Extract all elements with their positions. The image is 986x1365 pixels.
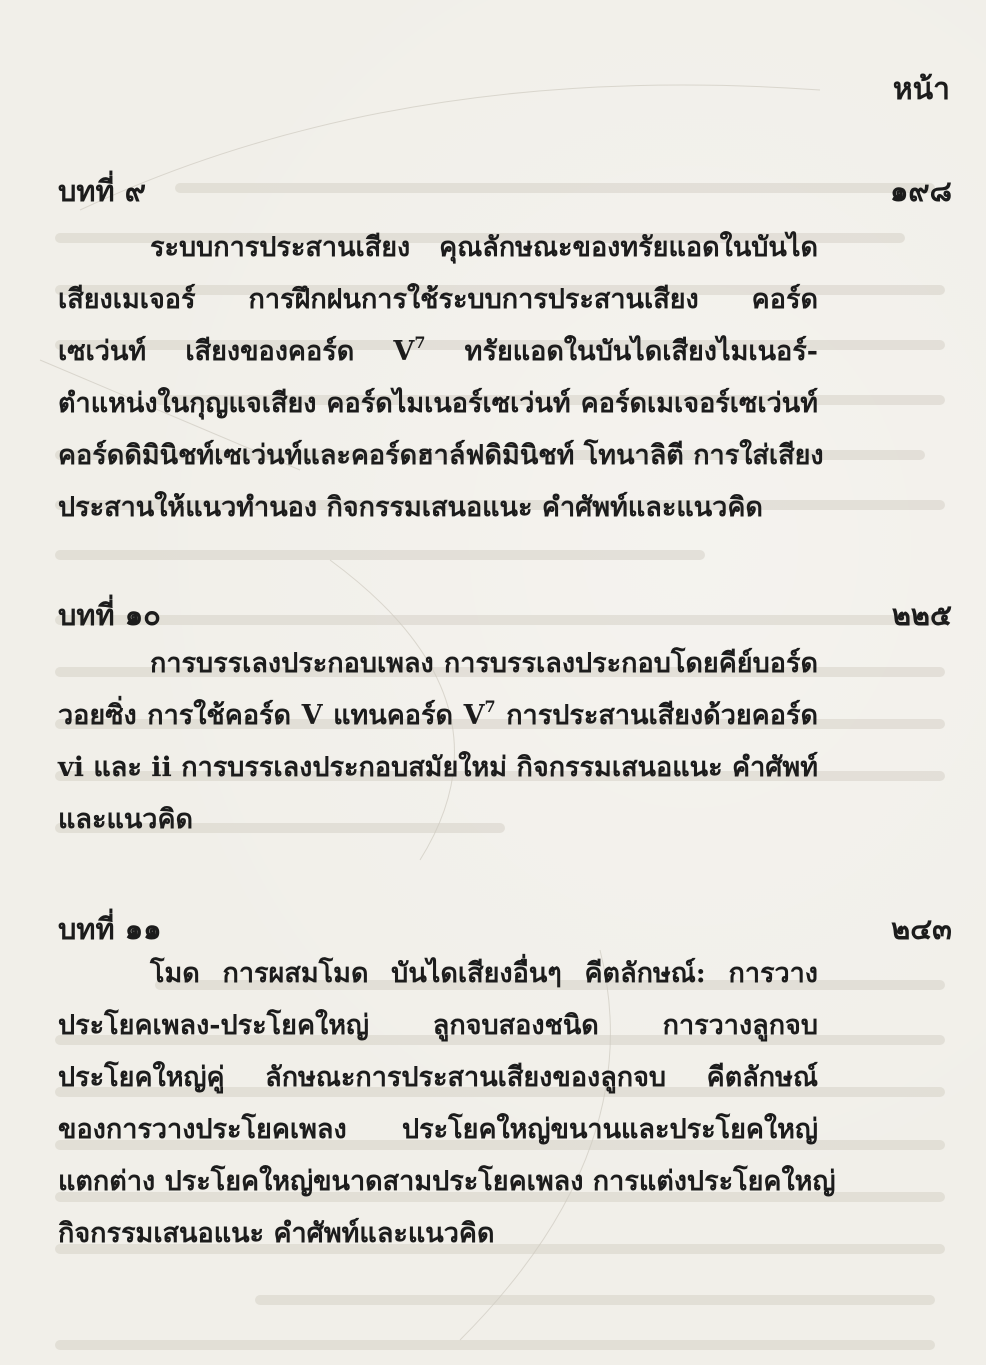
chapter-title: บทที่ ๑๐ [58, 598, 161, 632]
page-column-header: หน้า [892, 72, 950, 107]
description-line: คอร์ดดิมินิชท์เซเว่นท์และคอร์ดฮาล์ฟดิมินิชท์ โทนาลิตี การใส่เสียง [58, 440, 824, 471]
description-line: เสียงเมเจอร์ การฝึกฝนการใช้ระบบการประสานเสียง คอร์ด [58, 284, 818, 315]
description-line: ประโยคเพลง-ประโยคใหญ่ ลูกจบสองชนิด การวางลูกจบ [58, 1010, 818, 1041]
chapter-page-number: ๒๔๓ [891, 912, 952, 946]
description-line: ระบบการประสานเสียง คุณลักษณะของทรัยแอดในบันได [150, 232, 818, 263]
description-line: การบรรเลงประกอบเพลง การบรรเลงประกอบโดยคีย์บอร์ด [150, 648, 818, 679]
chapter-title: บทที่ ๙ [58, 174, 146, 208]
description-line: ของการวางประโยคเพลง ประโยคใหญ่ขนานและประโยคใหญ่ [58, 1114, 818, 1145]
chapter-heading-row [58, 906, 952, 952]
description-line: วอยซิ่ง การใช้คอร์ด V แทนคอร์ด $V^7$ การประสานเสียงด้วยคอร์ด [58, 697, 818, 731]
description-line: ตำแหน่งในกุญแจเสียง คอร์ดไมเนอร์เซเว่นท์ คอร์ดเมเจอร์เซเว่นท์ [58, 388, 818, 419]
description-line: โมด การผสมโมด บันไดเสียงอื่นๆ คีตลักษณ์: การวาง [150, 958, 818, 989]
chapter-description [58, 222, 824, 534]
chapter-title: บทที่ ๑๑ [58, 912, 162, 946]
description-line: และแนวคิด [58, 804, 194, 835]
description-line: แตกต่าง ประโยคใหญ่ขนาดสามประโยคเพลง การแต่งประโยคใหญ่ [58, 1166, 836, 1197]
chapter-page-number: ๑๙๘ [889, 174, 952, 208]
superscript-seven: 7 [484, 697, 496, 716]
description-line: เซเว่นท์ เสียงของคอร์ด $V^7$ ทรัยแอดในบันไดเสียงไมเนอร์- [58, 333, 818, 367]
description-line: vi และ ii การบรรเลงประกอบสมัยใหม่ กิจกรรมเสนอแนะ คำศัพท์ [58, 752, 818, 783]
chapter-heading-row [58, 592, 952, 638]
chapter-page-number: ๒๒๕ [891, 598, 952, 632]
description-line: ประโยคใหญ่คู่ ลักษณะการประสานเสียงของลูกจบ คีตลักษณ์ [58, 1062, 818, 1093]
superscript-seven: 7 [414, 333, 426, 352]
description-line: กิจกรรมเสนอแนะ คำศัพท์และแนวคิด [58, 1218, 495, 1249]
description-line: ประสานให้แนวทำนอง กิจกรรมเสนอแนะ คำศัพท์และแนวคิด [58, 492, 763, 523]
chapter-description [58, 948, 836, 1260]
chapter-description [58, 638, 818, 846]
chapter-heading-row [58, 168, 952, 214]
